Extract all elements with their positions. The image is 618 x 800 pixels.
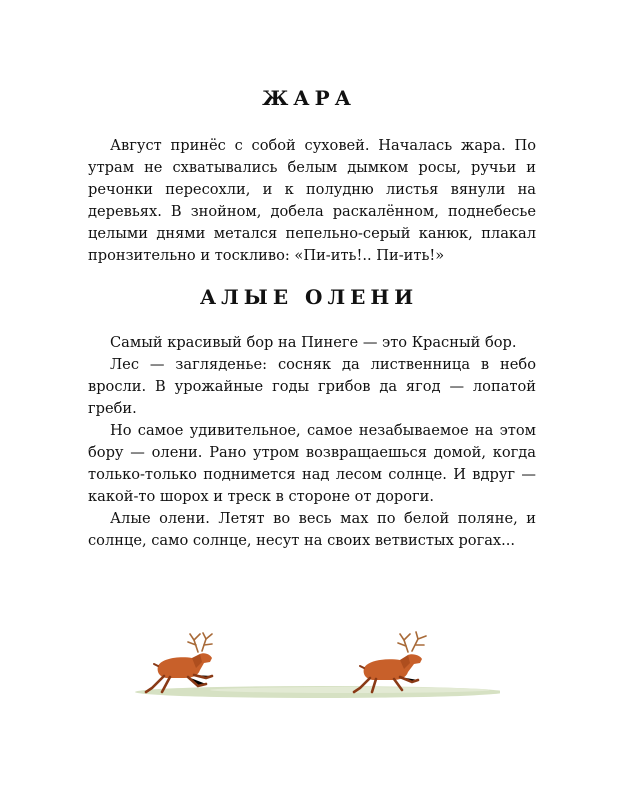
deer-tail xyxy=(360,666,364,668)
deer-right xyxy=(354,632,426,692)
deer-body xyxy=(158,653,212,678)
paragraph: Алые олени. Летят во весь мах по белой поляне, и солнце, само солнце, несут на своих ветвистых рогах... xyxy=(88,510,536,549)
paragraph: Лес — загляденье: сосняк да лиственница в небо вросли. В урожайные годы грибов да ягод — лопатой греби. xyxy=(88,356,536,417)
running-deer-illustration xyxy=(120,620,500,720)
ground-shadow-light xyxy=(210,687,490,693)
section-title-zhara: ЖАРА xyxy=(262,86,356,110)
antler xyxy=(188,633,212,652)
deer-body xyxy=(364,654,422,680)
antler xyxy=(398,632,426,652)
deer-tail xyxy=(154,664,158,666)
section-text-zhara xyxy=(88,135,536,267)
paragraph: Но самое удивительное, самое незабываемое на этом бору — олени. Рано утром возвращаешься домой, когда только-только поднимется над лесом солнце. И вдруг — какой-то шорох и треск в стороне от дороги. xyxy=(88,422,536,505)
paragraph: Самый красивый бор на Пинеге — это Красный бор. xyxy=(110,334,517,351)
paragraph: Август принёс с собой суховей. Началась жара. По утрам не схватывались белым дымком росы, ручьи и речонки пересохли, и к полудню листья вянули на деревьях. В знойном, добела раскалённом, поднебесье целыми днями метался пепельно-серый канюк, плакал пронзительно и тоскливо: «Пи-ить!.. Пи-ить!» xyxy=(88,137,536,264)
section-title-alye-oleni: АЛЫЕ ОЛЕНИ xyxy=(199,285,419,309)
deer-left xyxy=(146,633,212,692)
section-text-alye-oleni xyxy=(88,332,536,552)
